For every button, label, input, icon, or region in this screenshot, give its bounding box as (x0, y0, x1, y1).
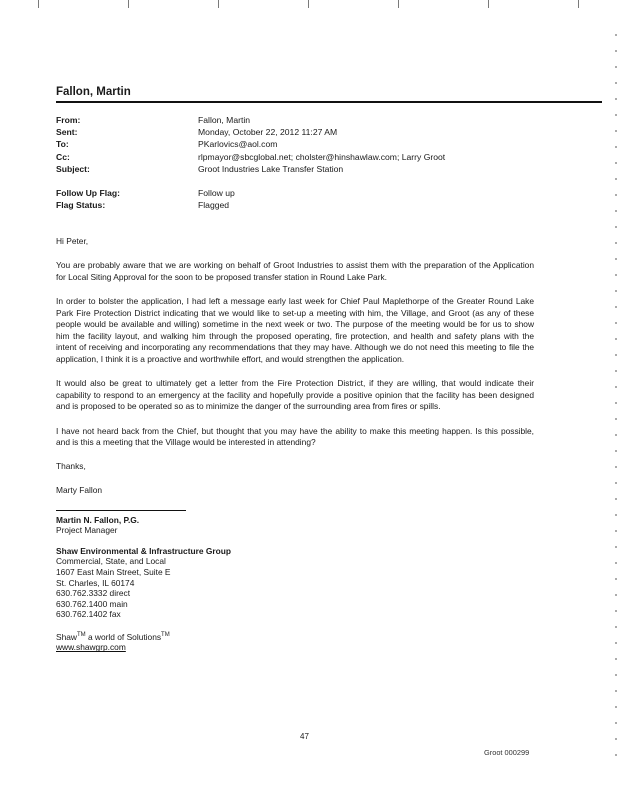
sent-label: Sent: (56, 127, 78, 138)
flag-label: Follow Up Flag: (56, 187, 120, 198)
cc-row (56, 151, 596, 163)
slogan-tm-1: TM (76, 632, 86, 638)
signature-gap (56, 536, 534, 546)
subject-row (56, 163, 596, 175)
paragraph-1: You are probably aware that we are working on behalf of Groot Industries to assist them with the preparation of the Application for Local Siting Approval for the soon to be proposed transfer station in Round Lake Park. (56, 260, 534, 282)
from-label: From: (56, 115, 81, 125)
cc-label: Cc: (56, 151, 70, 162)
closing: Thanks, (56, 461, 86, 472)
slogan-tm-2: TM (161, 632, 170, 638)
from-value: Fallon, Martin (198, 115, 251, 125)
email-header (56, 114, 596, 211)
paragraph-2: In order to bolster the application, I had left a message early last week for Chief Paul Maplethorpe of the Greater Round Lake Park Fire Protection District indicating that we would like to set-up a meeting with him, the Village, and Groot (as any of these people would be available and willing) sometime in the next week or two. The purpose of the meeting would be for us to show him the facility layout, and walking him through the proposed operating, fire protection, and health and safety plans with the intent of receiving and incorporating any recommendations that they may have. Although we do not need this meeting to file the application, I think it is a proactive and worthwhile effort, and would strengthen the application. (56, 295, 534, 364)
from-row (56, 114, 596, 126)
subject-value: Groot Industries Lake Transfer Station (198, 163, 344, 174)
signature-address-1: 1607 East Main Street, Suite E (56, 567, 171, 578)
signature-slogan (56, 630, 534, 642)
signature-division: Commercial, State, and Local (56, 556, 166, 567)
bates-number: Groot 000299 (484, 748, 530, 757)
header-rule (56, 101, 602, 103)
scan-artifact-top (0, 0, 619, 8)
website-link[interactable]: www.shawgrp.com (56, 642, 126, 653)
signature-address-2: St. Charles, IL 60174 (56, 577, 135, 588)
page-number: 47 (300, 732, 309, 741)
status-label: Flag Status: (56, 200, 106, 211)
signature-name: Martin N. Fallon, P.G. (56, 514, 140, 525)
status-row (56, 199, 596, 211)
to-row (56, 138, 596, 150)
scan-artifact-right (615, 20, 617, 760)
flag-value: Follow up (198, 187, 235, 198)
slogan-text: a world of Solutions (85, 631, 162, 642)
slogan-brand: Shaw (56, 631, 77, 642)
flag-row (56, 187, 596, 199)
signature-fax: 630.762.1402 fax (56, 609, 121, 620)
signature-phone-main: 630.762.1400 main (56, 598, 128, 609)
paragraph-3: It would also be great to ultimately get a letter from the Fire Protection District, if they are willing, that would indicate their capability to respond to an emergency at the facility and hopefully provide a positive opinion that the facility has been designed and is proposed to be operated so as to minimize the danger of the surrounding area from fires or spills. (56, 378, 534, 412)
signature-gap-2 (56, 620, 534, 630)
subject-label: Subject: (56, 163, 90, 174)
greeting: Hi Peter, (56, 236, 89, 246)
signature-rule (56, 510, 186, 511)
signature-company: Shaw Environmental & Infrastructure Group (56, 545, 231, 556)
signature-phone-direct: 630.762.3332 direct (56, 588, 131, 599)
to-value: PKarlovics@aol.com (198, 139, 278, 150)
status-value: Flagged (198, 200, 230, 211)
cc-value: rlpmayor@sbcglobal.net; cholster@hinshawlaw.com; Larry Groot (198, 151, 446, 162)
signature-title: Project Manager (56, 525, 118, 536)
signature-block (56, 515, 534, 653)
to-label: To: (56, 139, 69, 150)
email-body (56, 236, 534, 653)
signoff: Marty Fallon (56, 485, 103, 496)
sent-value: Monday, October 22, 2012 11:27 AM (198, 127, 338, 138)
paragraph-4: I have not heard back from the Chief, but thought that you may have the ability to make this meeting happen. Is this possible, and is this a meeting that the Village would be interested in attending? (56, 425, 534, 448)
sender-heading: Fallon, Martin (56, 86, 131, 98)
sent-row (56, 126, 596, 138)
header-gap (56, 175, 596, 187)
